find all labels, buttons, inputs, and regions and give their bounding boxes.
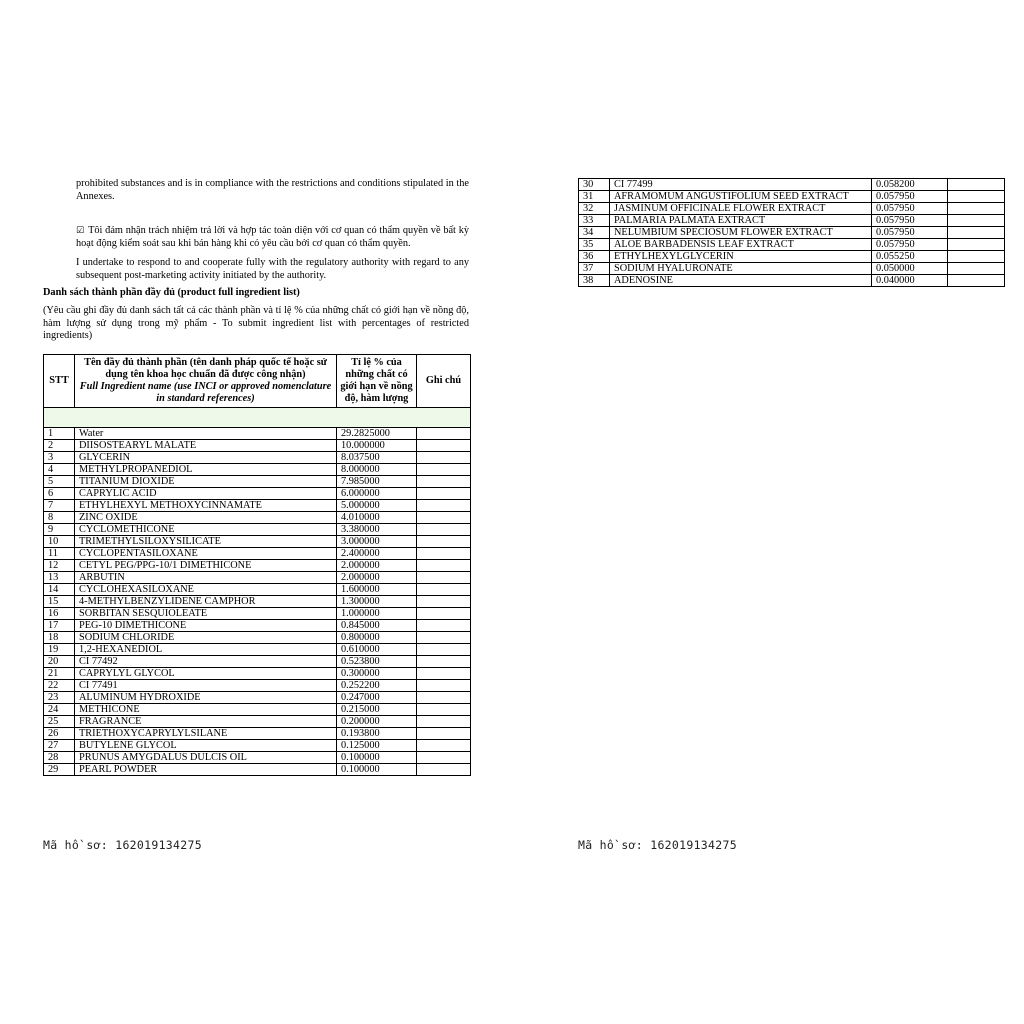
row-stt: 35 <box>579 239 610 251</box>
row-ingredient-name: PEARL POWDER <box>75 764 337 776</box>
row-stt: 17 <box>44 620 75 632</box>
row-percent: 3.000000 <box>337 536 417 548</box>
row-ingredient-name: AFRAMOMUM ANGUSTIFOLIUM SEED EXTRACT <box>610 191 872 203</box>
row-ingredient-name: TRIMETHYLSILOXYSILICATE <box>75 536 337 548</box>
row-ingredient-name: GLYCERIN <box>75 452 337 464</box>
row-percent: 0.100000 <box>337 752 417 764</box>
table-row <box>44 752 471 764</box>
row-note <box>417 560 471 572</box>
row-percent: 5.000000 <box>337 500 417 512</box>
row-note <box>417 692 471 704</box>
row-note <box>417 440 471 452</box>
table-row <box>579 275 1005 287</box>
spacer-cell <box>44 408 471 428</box>
row-ingredient-name: ZINC OXIDE <box>75 512 337 524</box>
table-row <box>44 428 471 440</box>
table-row <box>44 704 471 716</box>
table-row <box>579 191 1005 203</box>
row-percent: 0.610000 <box>337 644 417 656</box>
row-percent: 0.057950 <box>872 239 948 251</box>
table-row <box>44 596 471 608</box>
table-row <box>44 500 471 512</box>
row-stt: 24 <box>44 704 75 716</box>
row-note <box>417 536 471 548</box>
row-ingredient-name: ADENOSINE <box>610 275 872 287</box>
row-stt: 18 <box>44 632 75 644</box>
ingredient-list-heading: Danh sách thành phần đầy đủ (product full ingredient list) <box>43 287 300 298</box>
row-stt: 32 <box>579 203 610 215</box>
row-percent: 0.050000 <box>872 263 948 275</box>
row-stt: 9 <box>44 524 75 536</box>
table-row <box>44 728 471 740</box>
row-note <box>417 476 471 488</box>
row-stt: 28 <box>44 752 75 764</box>
row-percent: 0.057950 <box>872 191 948 203</box>
row-ingredient-name: JASMINUM OFFICINALE FLOWER EXTRACT <box>610 203 872 215</box>
row-note <box>417 728 471 740</box>
compliance-paragraph: prohibited substances and is in compliance with the restrictions and conditions stipulated in the Annexes. <box>76 178 469 202</box>
table-row <box>44 680 471 692</box>
row-note <box>948 239 1005 251</box>
row-ingredient-name: FRAGRANCE <box>75 716 337 728</box>
table-row <box>579 227 1005 239</box>
row-note <box>948 251 1005 263</box>
responsibility-paragraph-vi <box>76 225 469 250</box>
row-note <box>417 668 471 680</box>
row-percent: 1.600000 <box>337 584 417 596</box>
row-note <box>948 275 1005 287</box>
table-row <box>44 656 471 668</box>
row-ingredient-name: ALOE BARBADENSIS LEAF EXTRACT <box>610 239 872 251</box>
table-row <box>44 464 471 476</box>
row-percent: 0.057950 <box>872 215 948 227</box>
row-stt: 3 <box>44 452 75 464</box>
row-ingredient-name: METHYLPROPANEDIOL <box>75 464 337 476</box>
row-stt: 4 <box>44 464 75 476</box>
row-ingredient-name: CAPRYLYL GLYCOL <box>75 668 337 680</box>
ingredient-table-right <box>578 178 1005 287</box>
row-stt: 14 <box>44 584 75 596</box>
row-note <box>417 764 471 776</box>
row-stt: 10 <box>44 536 75 548</box>
row-ingredient-name: METHICONE <box>75 704 337 716</box>
row-stt: 26 <box>44 728 75 740</box>
table-row <box>44 620 471 632</box>
dossier-code-right: Mã hồ sơ: 162019134275 <box>578 838 737 852</box>
row-ingredient-name: SORBITAN SESQUIOLEATE <box>75 608 337 620</box>
row-stt: 16 <box>44 608 75 620</box>
row-stt: 15 <box>44 596 75 608</box>
row-note <box>417 548 471 560</box>
row-note <box>417 644 471 656</box>
row-stt: 38 <box>579 275 610 287</box>
row-note <box>417 452 471 464</box>
row-note <box>417 584 471 596</box>
table-row <box>579 179 1005 191</box>
row-percent: 6.000000 <box>337 488 417 500</box>
row-note <box>417 512 471 524</box>
row-note <box>417 464 471 476</box>
table-row <box>44 764 471 776</box>
row-percent: 0.040000 <box>872 275 948 287</box>
row-stt: 13 <box>44 572 75 584</box>
row-ingredient-name: CYCLOPENTASILOXANE <box>75 548 337 560</box>
row-percent: 0.800000 <box>337 632 417 644</box>
row-percent: 0.200000 <box>337 716 417 728</box>
header-stt: STT <box>44 355 75 408</box>
row-percent: 0.125000 <box>337 740 417 752</box>
row-ingredient-name: PRUNUS AMYGDALUS DULCIS OIL <box>75 752 337 764</box>
row-percent: 0.300000 <box>337 668 417 680</box>
row-stt: 2 <box>44 440 75 452</box>
table-row <box>44 572 471 584</box>
table-row <box>44 740 471 752</box>
checked-box-icon: ☑ <box>76 226 85 236</box>
row-percent: 2.000000 <box>337 572 417 584</box>
row-note <box>417 632 471 644</box>
row-note <box>417 428 471 440</box>
row-ingredient-name: ALUMINUM HYDROXIDE <box>75 692 337 704</box>
row-stt: 31 <box>579 191 610 203</box>
row-percent: 1.000000 <box>337 608 417 620</box>
row-ingredient-name: ARBUTIN <box>75 572 337 584</box>
row-ingredient-name: CYCLOMETHICONE <box>75 524 337 536</box>
row-percent: 0.057950 <box>872 203 948 215</box>
row-note <box>417 524 471 536</box>
table-row <box>579 251 1005 263</box>
table-row <box>44 476 471 488</box>
row-percent: 0.252200 <box>337 680 417 692</box>
row-percent: 0.193800 <box>337 728 417 740</box>
row-percent: 8.037500 <box>337 452 417 464</box>
table-row <box>44 512 471 524</box>
row-stt: 7 <box>44 500 75 512</box>
table-row <box>579 203 1005 215</box>
row-ingredient-name: DIISOSTEARYL MALATE <box>75 440 337 452</box>
table-row <box>44 608 471 620</box>
ingredient-table-left <box>43 354 471 776</box>
row-note <box>948 203 1005 215</box>
row-stt: 36 <box>579 251 610 263</box>
table-row <box>44 548 471 560</box>
row-ingredient-name: SODIUM HYALURONATE <box>610 263 872 275</box>
row-note <box>948 227 1005 239</box>
table-row <box>579 263 1005 275</box>
header-note: Ghi chú <box>417 355 471 408</box>
row-percent: 7.985000 <box>337 476 417 488</box>
row-stt: 27 <box>44 740 75 752</box>
row-stt: 11 <box>44 548 75 560</box>
row-percent: 0.215000 <box>337 704 417 716</box>
row-ingredient-name: NELUMBIUM SPECIOSUM FLOWER EXTRACT <box>610 227 872 239</box>
row-note <box>417 716 471 728</box>
row-ingredient-name: CI 77491 <box>75 680 337 692</box>
row-percent: 10.000000 <box>337 440 417 452</box>
row-note <box>417 656 471 668</box>
row-stt: 1 <box>44 428 75 440</box>
row-stt: 20 <box>44 656 75 668</box>
row-note <box>417 572 471 584</box>
responsibility-text-vi: Tôi đảm nhận trách nhiệm trả lời và hợp tác toàn diện với cơ quan có thẩm quyền về bất kỳ hoạt động kiểm soát sau khi bán hàng khi có yêu cầu bởi cơ quan có thẩm quyền. <box>76 225 469 249</box>
table-row <box>44 584 471 596</box>
table-row <box>44 716 471 728</box>
row-stt: 8 <box>44 512 75 524</box>
row-stt: 25 <box>44 716 75 728</box>
table-row <box>579 239 1005 251</box>
row-percent: 0.247000 <box>337 692 417 704</box>
row-stt: 5 <box>44 476 75 488</box>
table-row <box>44 524 471 536</box>
row-stt: 30 <box>579 179 610 191</box>
ingredient-list-note: (Yêu cầu ghi đầy đủ danh sách tất cả các thành phần và tỉ lệ % của những chất có giới hạn về nồng độ, hàm lượng sử dụng trong mỹ phẩm - To submit ingredient list with percentages of restricted ingredients) <box>43 305 469 341</box>
row-ingredient-name: CETYL PEG/PPG-10/1 DIMETHICONE <box>75 560 337 572</box>
dossier-code-left: Mã hồ sơ: 162019134275 <box>43 838 202 852</box>
row-note <box>417 752 471 764</box>
row-ingredient-name: BUTYLENE GLYCOL <box>75 740 337 752</box>
row-ingredient-name: TITANIUM DIOXIDE <box>75 476 337 488</box>
table-row <box>44 452 471 464</box>
row-note <box>417 680 471 692</box>
row-percent: 4.010000 <box>337 512 417 524</box>
row-note <box>417 704 471 716</box>
header-name-en: Full Ingredient name (use INCI or approved nomenclature in standard references) <box>79 381 332 404</box>
row-ingredient-name: ETHYLHEXYLGLYCERIN <box>610 251 872 263</box>
row-ingredient-name: CI 77499 <box>610 179 872 191</box>
row-stt: 19 <box>44 644 75 656</box>
row-ingredient-name: 1,2-HEXANEDIOL <box>75 644 337 656</box>
row-stt: 6 <box>44 488 75 500</box>
table-row <box>44 536 471 548</box>
row-percent: 3.380000 <box>337 524 417 536</box>
row-ingredient-name: CAPRYLIC ACID <box>75 488 337 500</box>
row-note <box>948 191 1005 203</box>
row-stt: 22 <box>44 680 75 692</box>
row-ingredient-name: Water <box>75 428 337 440</box>
table-row <box>44 644 471 656</box>
header-name-vi: Tên đầy đủ thành phần (tên danh pháp quốc tế hoặc sử dụng tên khoa học chuẩn đã được công nhận) <box>84 357 327 380</box>
row-note <box>417 608 471 620</box>
row-note <box>417 740 471 752</box>
row-percent: 0.057950 <box>872 227 948 239</box>
row-stt: 23 <box>44 692 75 704</box>
row-ingredient-name: PEG-10 DIMETHICONE <box>75 620 337 632</box>
row-stt: 12 <box>44 560 75 572</box>
row-ingredient-name: PALMARIA PALMATA EXTRACT <box>610 215 872 227</box>
table-row <box>44 440 471 452</box>
responsibility-paragraph-en: I undertake to respond to and cooperate fully with the regulatory authority with regard to any subsequent post-marketing activity initiated by the authority. <box>76 257 469 281</box>
row-percent: 2.400000 <box>337 548 417 560</box>
row-stt: 21 <box>44 668 75 680</box>
header-percent: Tỉ lệ % của những chất có giới hạn về nồng độ, hàm lượng <box>337 355 417 408</box>
row-note <box>948 179 1005 191</box>
row-stt: 37 <box>579 263 610 275</box>
row-ingredient-name: CYCLOHEXASILOXANE <box>75 584 337 596</box>
row-percent: 1.300000 <box>337 596 417 608</box>
row-percent: 29.2825000 <box>337 428 417 440</box>
table-header-row <box>44 355 471 408</box>
row-note <box>417 500 471 512</box>
row-percent: 0.055250 <box>872 251 948 263</box>
row-stt: 29 <box>44 764 75 776</box>
row-ingredient-name: SODIUM CHLORIDE <box>75 632 337 644</box>
row-note <box>948 215 1005 227</box>
row-percent: 2.000000 <box>337 560 417 572</box>
row-ingredient-name: 4-METHYLBENZYLIDENE CAMPHOR <box>75 596 337 608</box>
row-percent: 0.058200 <box>872 179 948 191</box>
header-ingredient-name <box>75 355 337 408</box>
row-ingredient-name: ETHYLHEXYL METHOXYCINNAMATE <box>75 500 337 512</box>
table-row <box>44 632 471 644</box>
row-note <box>417 620 471 632</box>
row-percent: 0.845000 <box>337 620 417 632</box>
row-note <box>948 263 1005 275</box>
row-ingredient-name: CI 77492 <box>75 656 337 668</box>
row-percent: 8.000000 <box>337 464 417 476</box>
row-percent: 0.100000 <box>337 764 417 776</box>
table-row <box>579 215 1005 227</box>
row-note <box>417 488 471 500</box>
table-row <box>44 488 471 500</box>
row-ingredient-name: TRIETHOXYCAPRYLYLSILANE <box>75 728 337 740</box>
row-stt: 34 <box>579 227 610 239</box>
row-note <box>417 596 471 608</box>
table-row <box>44 692 471 704</box>
row-percent: 0.523800 <box>337 656 417 668</box>
table-row <box>44 560 471 572</box>
table-spacer-row <box>44 408 471 428</box>
table-row <box>44 668 471 680</box>
row-stt: 33 <box>579 215 610 227</box>
